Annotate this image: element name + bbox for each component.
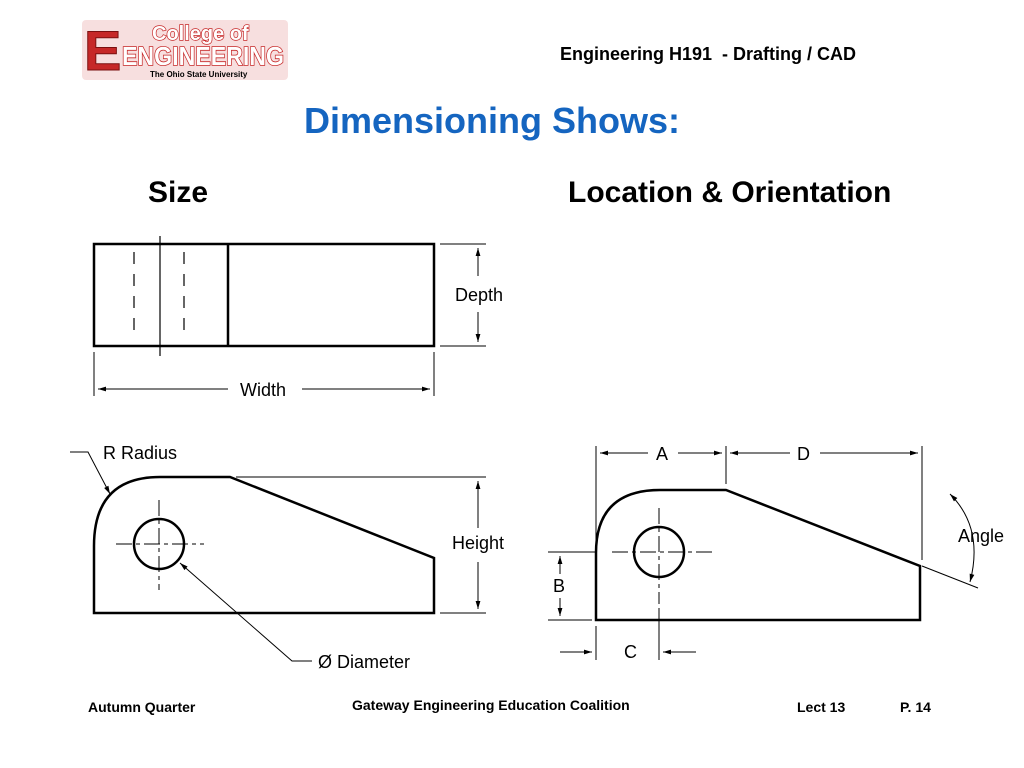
column-heading-location: Location & Orientation (568, 176, 892, 209)
radius-label: R Radius (103, 443, 178, 463)
size-top-view (94, 236, 486, 396)
dimension-a-label: A (656, 444, 669, 464)
footer-page-number: P. 14 (900, 699, 931, 715)
dimension-b-label: B (553, 576, 566, 596)
angle-label: Angle (958, 526, 1005, 546)
diameter-label: Ø Diameter (318, 652, 411, 672)
column-heading-size: Size (148, 176, 209, 209)
footer-quarter: Autumn Quarter (88, 699, 196, 715)
depth-label: Depth (455, 285, 504, 305)
footer-lecture: Lect 13 (797, 699, 846, 715)
dimension-c-label: C (624, 642, 637, 662)
course-title: Engineering H191 - Drafting / CAD (560, 44, 857, 64)
logo-top-text: College of (152, 23, 249, 45)
svg-text:E: E (84, 19, 122, 82)
footer-coalition: Gateway Engineering Education Coalition (352, 697, 630, 713)
height-label: Height (452, 533, 505, 553)
location-view (548, 446, 978, 660)
width-label: Width (240, 380, 287, 400)
logo-sub-text: The Ohio State University (150, 70, 248, 79)
size-front-view (70, 452, 486, 661)
dimension-d-label: D (797, 444, 810, 464)
slide-title: Dimensioning Shows: (303, 100, 680, 141)
logo-main-text: ENGINEERING (122, 41, 284, 71)
